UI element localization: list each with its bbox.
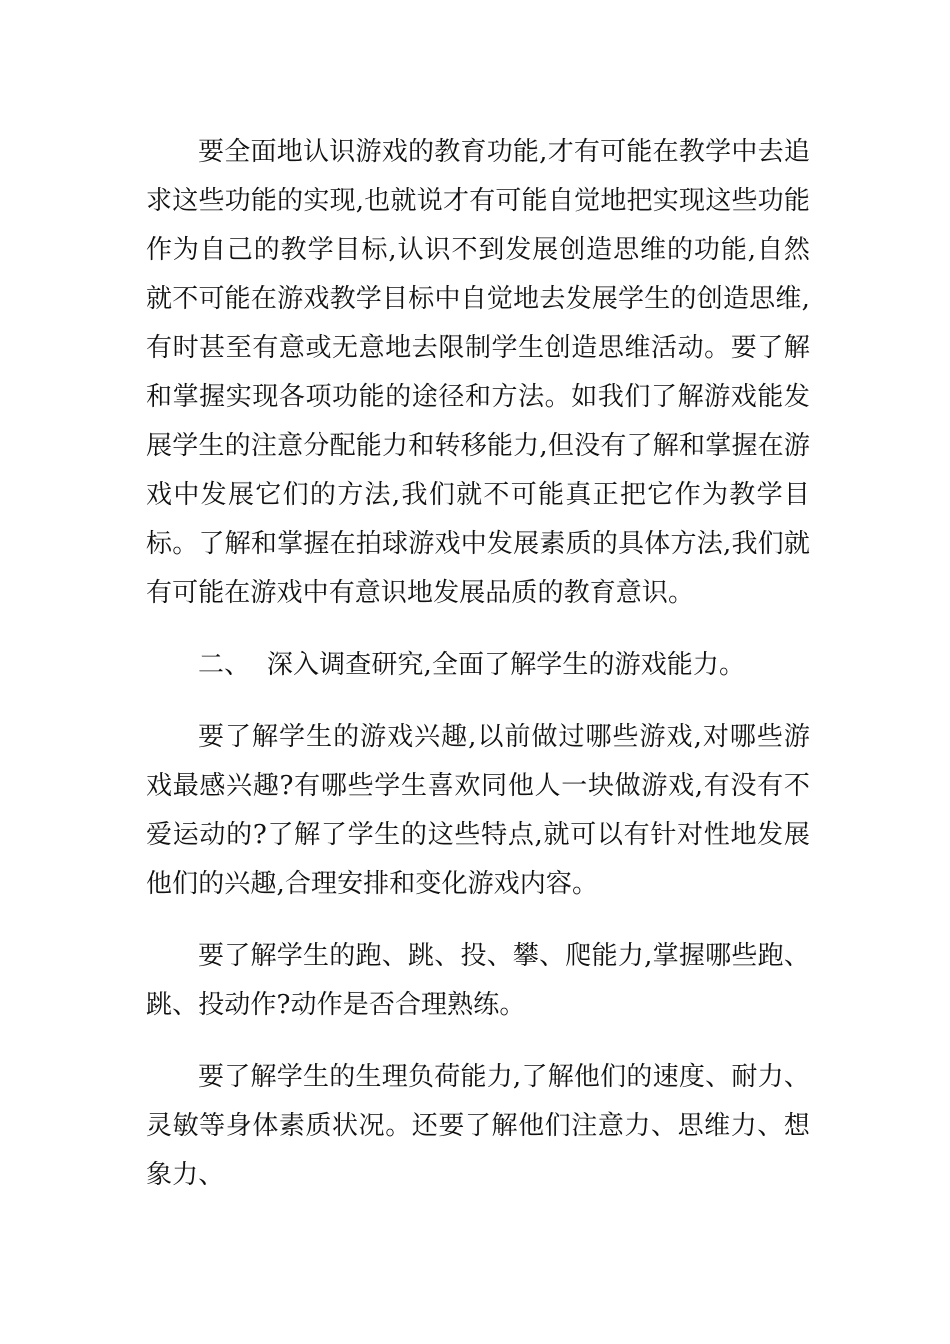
document-body	[146, 128, 810, 1200]
paragraph-1: 要全面地认识游戏的教育功能,才有可能在教学中去追求这些功能的实现,也就说才有可能自觉地把实现这些功能作为自己的教学目标,认识不到发展创造思维的功能,自然就不可能在游戏教学目标中自觉地去发展学生的创造思维,有时甚至有意或无意地去限制学生创造思维活动。要了解和掌握实现各项功能的途径和方法。如我们了解游戏能发展学生的注意分配能力和转移能力,但没有了解和掌握在游戏中发展它们的方法,我们就不可能真正把它作为教学目标。了解和掌握在拍球游戏中发展素质的具体方法,我们就有可能在游戏中有意识地发展品质的教育意识。	[146, 137, 810, 608]
paragraph-5: 要了解学生的生理负荷能力,了解他们的速度、耐力、灵敏等身体素质状况。还要了解他们注意力、思维力、想象力、	[146, 1062, 810, 1190]
paragraph-3: 要了解学生的游戏兴趣,以前做过哪些游戏,对哪些游戏最感兴趣?有哪些学生喜欢同他人一块做游戏,有没有不爱运动的?了解了学生的这些特点,就可以有针对性地发展他们的兴趣,合理安排和变化游戏内容。	[146, 722, 810, 899]
paragraph-4: 要了解学生的跑、跳、投、攀、爬能力,掌握哪些跑、跳、投动作?动作是否合理熟练。	[146, 941, 810, 1020]
section-heading-2: 二、 深入调查研究,全面了解学生的游戏能力。	[198, 650, 746, 680]
